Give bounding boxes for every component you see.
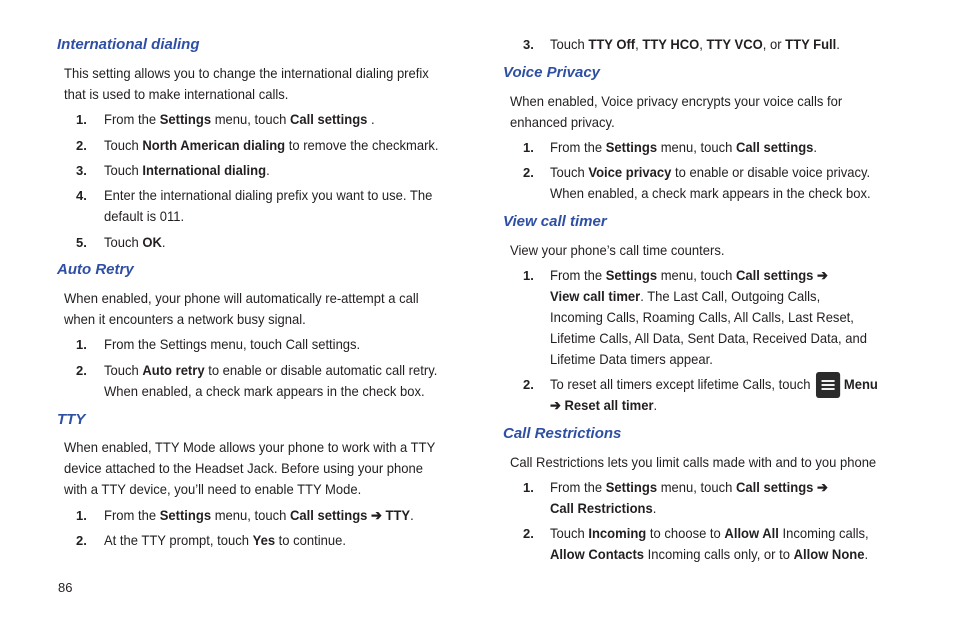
step-number: 2.: [523, 526, 534, 541]
heading-tty: TTY: [57, 411, 86, 428]
paragraph: device attached to the Headset Jack. Before using your phone: [64, 460, 424, 476]
step-text: From the Settings menu, touch Call settings ➔: [550, 267, 828, 283]
step-text: To reset all timers except lifetime Calls, touch Menu: [550, 374, 878, 395]
step-text: From the Settings menu, touch Call settings .: [104, 111, 375, 127]
step-number: 1.: [523, 268, 534, 283]
step-number: 1.: [76, 508, 87, 523]
paragraph: that is used to make international calls.: [64, 86, 289, 102]
step-number: 2.: [76, 533, 87, 548]
step-text: Touch Incoming to choose to Allow All Incoming calls,: [550, 525, 869, 541]
heading-view-call-timer: View call timer: [503, 213, 607, 230]
heading-international-dialing: International dialing: [57, 36, 200, 53]
step-text: Allow Contacts Incoming calls only, or to Allow None.: [550, 546, 869, 562]
step-number: 5.: [76, 235, 87, 250]
step-number: 1.: [76, 112, 87, 127]
step-number: 2.: [76, 138, 87, 153]
step-text: ➔ Reset all timer.: [550, 397, 658, 413]
menu-icon: [816, 372, 840, 398]
step-number: 3.: [523, 37, 534, 52]
step-text: default is 011.: [104, 208, 185, 224]
step-text: View call timer. The Last Call, Outgoing Calls,: [550, 288, 821, 304]
heading-auto-retry: Auto Retry: [57, 261, 134, 278]
step-text: Call Restrictions.: [550, 500, 657, 516]
step-number: 2.: [523, 165, 534, 180]
step-number: 1.: [76, 337, 87, 352]
step-number: 2.: [76, 363, 87, 378]
paragraph: When enabled, your phone will automatically re-attempt a call: [64, 290, 419, 306]
paragraph: When enabled, Voice privacy encrypts your voice calls for: [510, 93, 843, 109]
step-text: Touch International dialing.: [104, 162, 270, 178]
heading-call-restrictions: Call Restrictions: [503, 425, 622, 442]
step-text: Touch North American dialing to remove the checkmark.: [104, 137, 439, 153]
step-text: Touch Auto retry to enable or disable automatic call retry.: [104, 362, 438, 378]
step-text: Incoming Calls, Roaming Calls, All Calls, Last Reset,: [550, 309, 854, 325]
step-text: From the Settings menu, touch Call settings.: [104, 336, 361, 352]
paragraph: with a TTY device, you’ll need to enable TTY Mode.: [64, 481, 362, 497]
step-number: 1.: [523, 480, 534, 495]
step-text: When enabled, a check mark appears in the check box.: [104, 383, 425, 399]
paragraph: View your phone’s call time counters.: [510, 242, 725, 258]
step-text: From the Settings menu, touch Call settings ➔ TTY.: [104, 507, 414, 523]
paragraph: enhanced privacy.: [510, 114, 615, 130]
paragraph: when it encounters a network busy signal.: [64, 311, 306, 327]
step-text: Touch Voice privacy to enable or disable voice privacy.: [550, 164, 871, 180]
step-text: Lifetime Calls, All Data, Sent Data, Received Data, and: [550, 330, 867, 346]
heading-voice-privacy: Voice Privacy: [503, 64, 601, 81]
step-text: At the TTY prompt, touch Yes to continue.: [104, 532, 347, 548]
step-text: From the Settings menu, touch Call settings.: [550, 139, 818, 155]
step-number: 1.: [523, 140, 534, 155]
step-number: 3.: [76, 163, 87, 178]
step-text: Touch TTY Off, TTY HCO, TTY VCO, or TTY Full.: [550, 36, 840, 52]
page-number: 86: [58, 580, 73, 595]
step-text: Lifetime Data timers appear.: [550, 351, 713, 367]
step-text: From the Settings menu, touch Call settings ➔: [550, 479, 828, 495]
paragraph: When enabled, TTY Mode allows your phone to work with a TTY: [64, 439, 436, 455]
step-number: 2.: [523, 377, 534, 392]
step-text: Enter the international dialing prefix you want to use. The: [104, 187, 433, 203]
step-text: When enabled, a check mark appears in the check box.: [550, 185, 871, 201]
step-text: Touch OK.: [104, 234, 166, 250]
step-number: 4.: [76, 188, 87, 203]
paragraph: Call Restrictions lets you limit calls made with and to you phone: [510, 454, 877, 470]
paragraph: This setting allows you to change the international dialing prefix: [64, 65, 429, 81]
